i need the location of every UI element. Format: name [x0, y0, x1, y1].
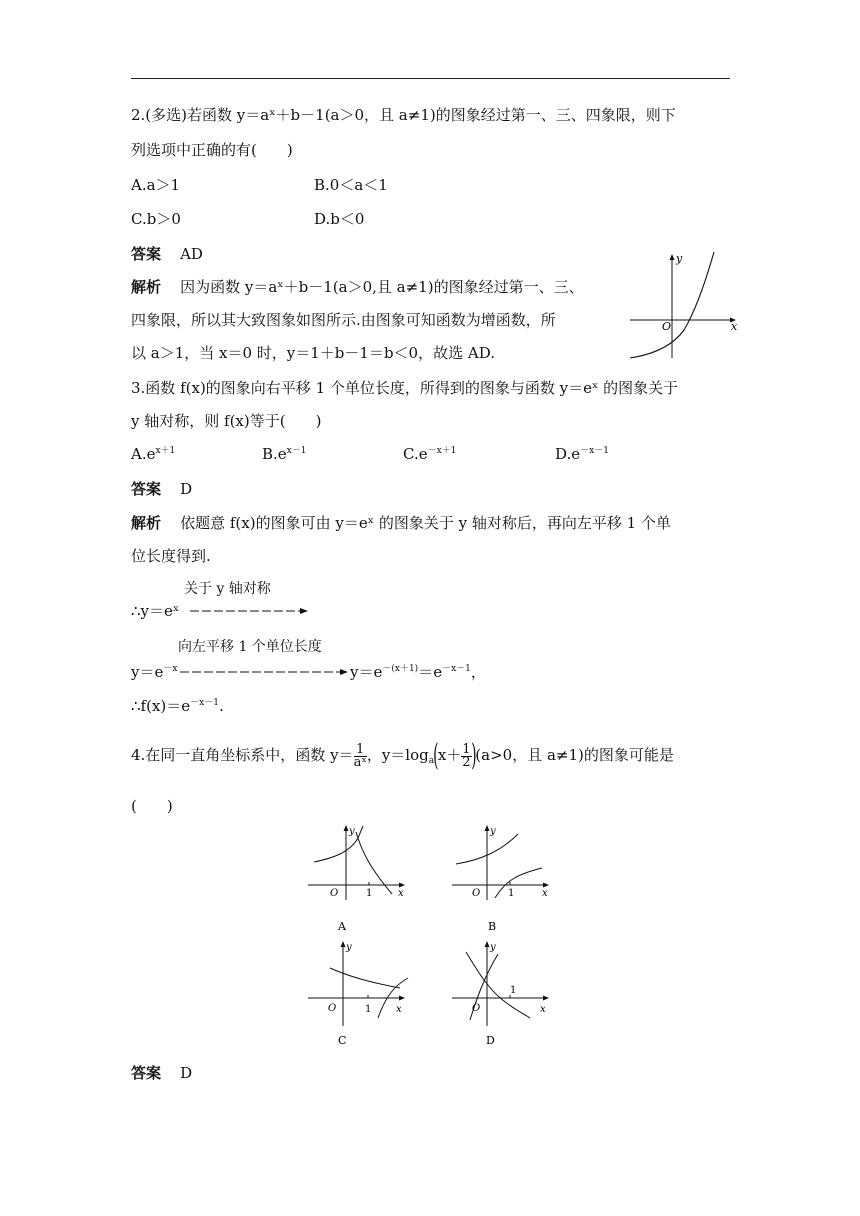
- svg-text:B: B: [488, 920, 497, 933]
- arrow1-label: 关于 y 轴对称: [184, 581, 271, 597]
- svg-text:x: x: [542, 888, 548, 899]
- answer-value: D: [180, 1064, 193, 1082]
- fraction-1-over-a-x: $\frac{1}{\text{aˣ}}$: [353, 741, 367, 770]
- q3-stem-line2: y 轴对称，则 f(x)等于( ): [131, 412, 322, 430]
- svg-text:x: x: [396, 1004, 402, 1015]
- q3-option-b: $B.e^{x-1}$: [262, 445, 307, 463]
- q3-option-c: $C.e^{-x+1}$: [403, 445, 457, 463]
- analysis-label: 解析: [131, 278, 162, 296]
- q4-graph-b: [450, 822, 556, 934]
- svg-text:O: O: [330, 888, 339, 899]
- q3-conclusion: $\therefore f(x)=e^{-x-1}$.: [131, 697, 224, 715]
- svg-text:y: y: [490, 942, 496, 953]
- q2-option-c: C.b＞0: [131, 210, 181, 228]
- header-rule: [131, 78, 730, 79]
- analysis-text: 依题意 f(x)的图象可由 y＝eˣ 的图象关于 y 轴对称后，再向左平移 1 个单: [180, 514, 671, 532]
- answer-value: D: [180, 480, 193, 498]
- q2-option-b: B.0＜a＜1: [314, 176, 388, 194]
- q2-graph-x-label: x: [731, 320, 738, 333]
- answer-label: 答案: [131, 1064, 162, 1082]
- svg-text:y: y: [346, 942, 352, 953]
- arrow2: [180, 665, 350, 679]
- q4-graph-d: [450, 938, 556, 1050]
- q2-graph-origin: O: [662, 320, 672, 333]
- svg-text:O: O: [472, 1003, 481, 1014]
- q4-stem-line1: 4.在同一直角坐标系中，函数 y＝ $\frac{1}{\text{aˣ}}$ ，$y=\log_a(x+$ $\frac{1}{2}$ )(a>0，且 a≠1)的图象可能是: [131, 738, 674, 773]
- q2-option-d: D.b＜0: [314, 210, 365, 228]
- q4-graph-c: [306, 938, 412, 1050]
- q2-analysis-line3: 以 a＞1，当 x＝0 时，y＝1＋b－1＝b＜0，故选 AD.: [131, 344, 495, 362]
- svg-text:D: D: [486, 1034, 495, 1047]
- q2-analysis-line2: 四象限，所以其大致图象如图所示.由图象可知函数为增函数，所: [131, 311, 556, 329]
- answer-label: 答案: [131, 245, 162, 263]
- svg-text:y: y: [490, 826, 496, 837]
- arrow2-lhs: $y=e^{-x}$: [131, 663, 178, 681]
- q3-option-d: $D.e^{-x-1}$: [555, 445, 609, 463]
- q4-graph-a: [306, 822, 412, 934]
- analysis-text: 因为函数 y＝aˣ＋b－1(a＞0,且 a≠1)的图象经过第一、三、: [180, 278, 584, 296]
- svg-text:1: 1: [510, 985, 517, 996]
- svg-text:x: x: [540, 1004, 546, 1015]
- svg-text:y: y: [349, 826, 355, 837]
- q2-stem-line1: 2.(多选)若函数 y＝aˣ＋b－1(a＞0，且 a≠1)的图象经过第一、三、四象限，则下: [131, 106, 676, 124]
- q2-analysis-line1: [131, 276, 584, 298]
- svg-text:O: O: [472, 888, 481, 899]
- svg-text:O: O: [328, 1003, 337, 1014]
- analysis-label: 解析: [131, 514, 162, 532]
- svg-text:x: x: [398, 888, 404, 899]
- arrow2-rhs: $y=e^{-(x+1)}=e^{-x-1}$，: [350, 663, 486, 681]
- svg-text:1: 1: [508, 888, 515, 899]
- arrow1-lhs: ∴y＝eˣ: [131, 602, 180, 620]
- q2-graph: [628, 250, 740, 362]
- q3-answer: [131, 478, 192, 500]
- q2-graph-y-label: y: [676, 252, 683, 265]
- q4-answer: [131, 1062, 192, 1084]
- q2-answer: [131, 243, 203, 265]
- answer-label: 答案: [131, 480, 162, 498]
- arrow2-label: 向左平移 1 个单位长度: [178, 639, 322, 655]
- q2-stem-line2: 列选项中正确的有( ): [131, 141, 293, 159]
- q3-option-a: $A.e^{x+1}$: [131, 445, 176, 463]
- svg-text:1: 1: [365, 1004, 372, 1015]
- q3-analysis-line2: 位长度得到.: [131, 547, 211, 565]
- svg-text:C: C: [338, 1034, 347, 1047]
- q3-analysis-line1: [131, 512, 671, 534]
- svg-text:A: A: [338, 920, 346, 933]
- arrow1: [190, 604, 310, 618]
- fraction-1-over-2: $\frac{1}{2}$: [462, 741, 471, 770]
- q3-stem-line1: 3.函数 f(x)的图象向右平移 1 个单位长度，所得到的图象与函数 y＝eˣ 的图象关于: [131, 379, 679, 397]
- q2-option-a: A.a＞1: [131, 176, 181, 194]
- answer-value: AD: [180, 245, 203, 263]
- q4-stem-line2: ( ): [131, 797, 173, 815]
- svg-text:1: 1: [366, 888, 373, 899]
